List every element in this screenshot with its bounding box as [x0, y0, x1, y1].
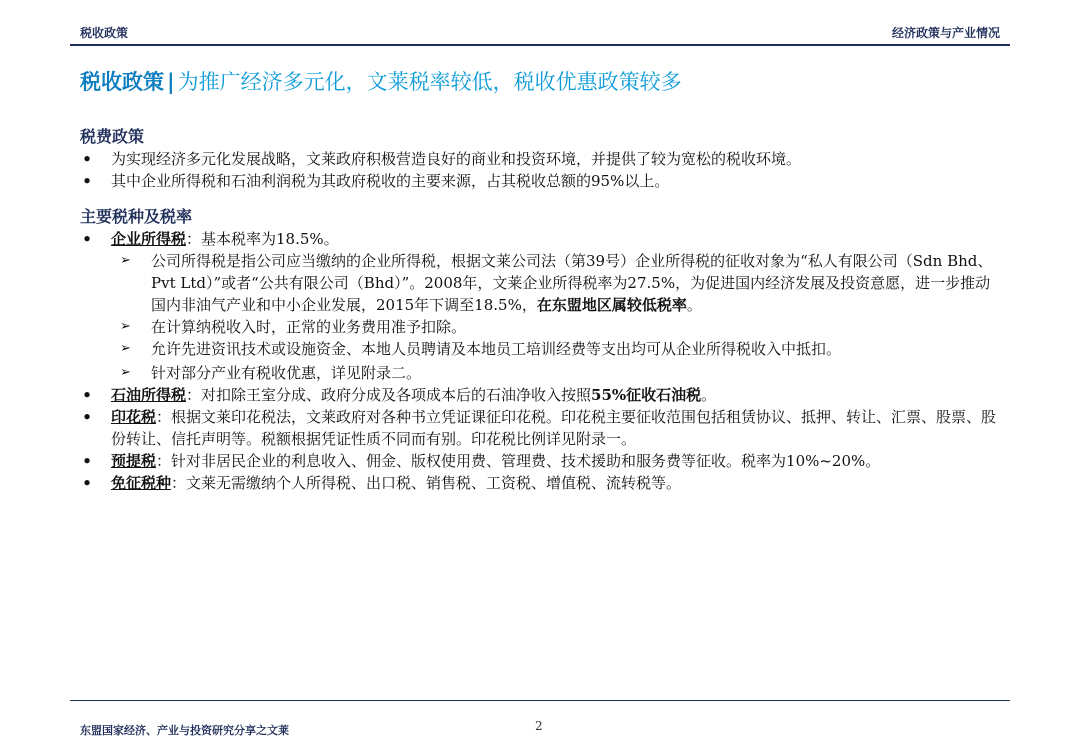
list-item: [80, 170, 1005, 192]
header-divider: [70, 44, 1010, 46]
withholding-tax-text: ：针对非居民企业的利息收入、佣金、版权使用费、管理费、技术援助和服务费等征收。税率为10%~20%。: [156, 452, 881, 470]
oil-tax-text: ：对扣除王室分成、政府分成及各项成本后的石油净收入按照: [186, 386, 592, 404]
arrow-bullet-icon: ➢: [120, 365, 131, 380]
list-item: [80, 148, 1005, 170]
bullet-icon: •: [82, 452, 92, 470]
oil-tax-highlight: 55%征收石油税: [591, 386, 702, 404]
withholding-tax-term: 预提税: [111, 452, 157, 470]
list-item: [111, 338, 1005, 360]
bullet-icon: •: [82, 172, 92, 190]
corp-tax-item: [80, 228, 1005, 384]
header-chapter-label: 经济政策与产业情况: [891, 26, 1000, 40]
section-heading-main-taxes: 主要税种及税率: [80, 207, 193, 226]
stamp-tax-term: 印花税: [111, 408, 157, 426]
bullet-icon: •: [82, 230, 92, 248]
list-item: [111, 362, 1005, 384]
corp-tax-sublist: [111, 250, 1005, 384]
oil-tax-item: [80, 384, 1005, 406]
footer-divider: [70, 700, 1010, 701]
arrow-bullet-icon: ➢: [120, 319, 131, 334]
page-number: 2: [535, 719, 543, 733]
list-item-text: 在计算纳税收入时，正常的业务费用准予扣除。: [151, 318, 467, 336]
exempt-tax-text: ：文莱无需缴纳个人所得税、出口税、销售税、工资税、增值税、流转税等。: [171, 474, 682, 492]
list-item-text: 其中企业所得税和石油利润税为其政府税收的主要来源，占其税收总额的95%以上。: [111, 172, 670, 190]
section-heading-tax-policy: 税费政策: [80, 127, 145, 146]
exempt-tax-item: [80, 472, 1005, 494]
page-title: [80, 66, 682, 96]
oil-tax-end: 。: [701, 386, 717, 404]
bullet-icon: •: [82, 474, 92, 492]
list-item-text: 允许先进资讯技术或设施资金、本地人员聘请及本地员工培训经费等支出均可从企业所得税收入中抵扣。: [151, 340, 842, 358]
corp-tax-detail-text: 公司所得税是指公司应当缴纳的企业所得税，根据文莱公司法（第39号）企业所得税的征收对象为“私人有限公司（Sdn Bhd、Pvt Ltd）”或者“公共有限公司（Bhd）”。2008年，文莱企业所得税率为27.5%，为促进国内经济发展及投资意愿，进一步推动国内非油气产业和中小企业发展，2015年下调至18.5%，: [151, 252, 993, 314]
tax-policy-list: [80, 148, 1005, 192]
corp-tax-text: ：基本税率为18.5%。: [186, 230, 339, 248]
page-title-main: 税收政策: [80, 69, 164, 94]
list-item: [111, 250, 1005, 316]
page-title-separator: |: [167, 69, 175, 94]
list-item-text: 为实现经济多元化发展战略，文莱政府积极营造良好的商业和投资环境，并提供了较为宽松的税收环境。: [111, 150, 802, 168]
corp-tax-highlight: 在东盟地区属较低税率: [536, 296, 687, 314]
bullet-icon: •: [82, 408, 92, 426]
stamp-tax-item: [80, 406, 1005, 450]
arrow-bullet-icon: ➢: [120, 341, 131, 356]
corp-tax-detail-end: 。: [686, 296, 702, 314]
footer-report-title: 东盟国家经济、产业与投资研究分享之文莱: [80, 724, 289, 737]
stamp-tax-text: ：根据文莱印花税法，文莱政府对各种书立凭证课征印花税。印花税主要征收范围包括租赁协议、抵押、转让、汇票、股票、股份转让、信托声明等。税额根据凭证性质不同而有别。印花税比例详见附录一。: [111, 408, 997, 448]
header-section-label: 税收政策: [80, 26, 129, 40]
page-title-subtitle: 为推广经济多元化，文莱税率较低，税收优惠政策较多: [177, 70, 682, 94]
corp-tax-term: 企业所得税: [111, 230, 187, 248]
bullet-icon: •: [82, 386, 92, 404]
page-body: [80, 126, 1005, 494]
arrow-bullet-icon: ➢: [120, 253, 131, 268]
exempt-tax-term: 免征税种: [111, 474, 172, 492]
oil-tax-term: 石油所得税: [111, 386, 187, 404]
bullet-icon: •: [82, 150, 92, 168]
withholding-tax-item: [80, 450, 1005, 472]
list-item: [111, 316, 1005, 338]
main-taxes-list: [80, 228, 1005, 494]
list-item-text: 针对部分产业有税收优惠，详见附录二。: [151, 364, 422, 382]
